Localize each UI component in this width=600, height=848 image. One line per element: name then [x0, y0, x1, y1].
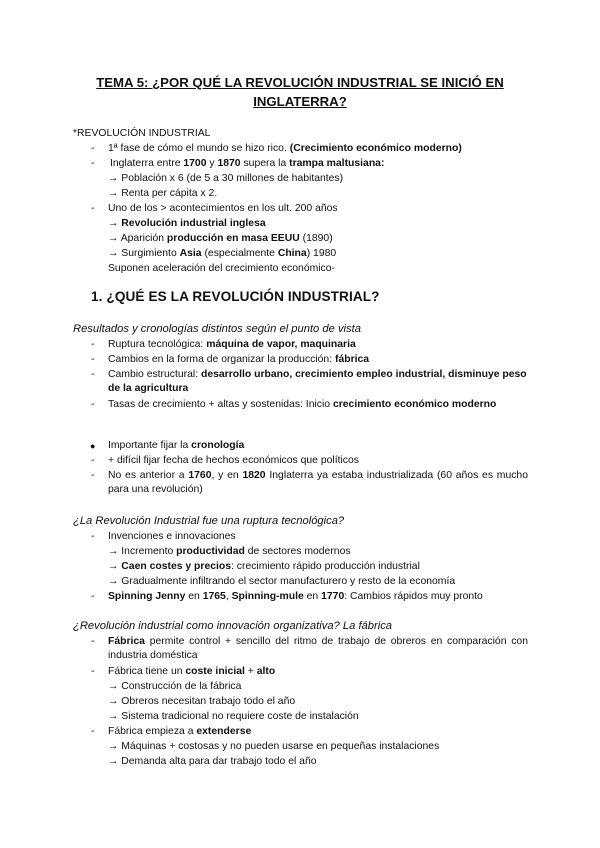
- intro-bullet-1: 1ª fase de cómo el mundo se hizo rico. (Crecimiento económico moderno): [108, 143, 462, 154]
- section-1-heading: 1. ¿QUÉ ES LA REVOLUCIÓN INDUSTRIAL?: [91, 289, 380, 304]
- s3-bullet-3: Fábrica empieza a extenderse: [108, 726, 252, 737]
- s2-sub-1: → Incremento productividad de sectores modernos: [108, 546, 351, 557]
- title-line-1: TEMA 5: ¿POR QUÉ LA REVOLUCIÓN INDUSTRIAL SE INICIÓ EN: [96, 75, 504, 90]
- s3-sub-3: → Sistema tradicional no requiere coste de instalación: [108, 711, 359, 722]
- dash-marker: -: [91, 354, 95, 365]
- dash-marker: -: [91, 591, 95, 602]
- intro-heading: *REVOLUCIÓN INDUSTRIAL: [73, 128, 211, 139]
- intro-sub-5: → Surgimiento Asia (especialmente China) 1980: [108, 248, 337, 259]
- intro-sub-3: → Revolución industrial inglesa: [108, 218, 266, 229]
- dash-marker: -: [91, 369, 95, 380]
- intro-sub-6: Suponen aceleración del crecimiento económico-: [108, 263, 335, 274]
- section-2-subheading: ¿La Revolución Industrial fue una ruptura tecnológica?: [73, 515, 345, 527]
- dash-marker: -: [91, 203, 95, 214]
- s1-point-3: No es anterior a 1760, y en 1820 Inglaterra ya estaba industrializada (60 años es mucho para una revolución): [108, 470, 528, 495]
- dash-marker: -: [91, 531, 95, 542]
- s3-bullet-1: Fábrica permite control + sencillo del ritmo de trabajo de obreros en comparación con industria doméstica: [108, 636, 528, 661]
- dash-marker: -: [91, 455, 95, 466]
- s2-bullet-1: Invenciones e innovaciones: [108, 531, 236, 542]
- s2-sub-3: → Gradualmente infiltrando el sector manufacturero y resto de la economía: [108, 576, 456, 587]
- dash-marker: -: [91, 636, 95, 647]
- s1-bullet-2: Cambios en la forma de organizar la producción: fábrica: [108, 354, 370, 365]
- s1-bullet-3: Cambio estructural: desarrollo urbano, crecimiento empleo industrial, disminuye peso de la agricultura: [108, 369, 527, 394]
- s3-sub-4: → Máquinas + costosas y no pueden usarse en pequeñas instalaciones: [108, 741, 440, 752]
- dash-marker: -: [91, 666, 95, 677]
- intro-bullet-3: Uno de los > acontecimientos en los ult. 200 años: [108, 203, 338, 214]
- intro-sub-2: → Renta per cápita x 2.: [108, 188, 218, 199]
- page-title: [60, 73, 540, 111]
- intro-bullet-2: Inglaterra entre 1700 y 1870 supera la trampa maltusiana:: [110, 158, 385, 169]
- s1-point-1: Importante fijar la cronología: [108, 440, 245, 451]
- s1-point-2: + difícil fijar fecha de hechos económicos que políticos: [108, 455, 359, 466]
- dash-marker: -: [91, 399, 95, 410]
- intro-sub-4: → Aparición producción en masa EEUU (1890): [108, 233, 333, 244]
- s2-bullet-2: Spinning Jenny en 1765, Spinning-mule en 1770: Cambios rápidos muy pronto: [108, 591, 483, 602]
- s2-sub-2: → Caen costes y precios: crecimiento rápido producción industrial: [108, 561, 420, 572]
- dash-marker: -: [91, 339, 95, 350]
- s3-sub-1: → Construcción de la fábrica: [108, 681, 242, 692]
- dash-marker: -: [91, 143, 95, 154]
- s3-sub-2: → Obreros necesitan trabajo todo el año: [108, 696, 296, 707]
- dash-marker: -: [91, 726, 95, 737]
- dash-marker: -: [91, 470, 95, 481]
- s1-bullet-1: Ruptura tecnológica: máquina de vapor, maquinaria: [108, 339, 356, 350]
- section-1-subheading: Resultados y cronologías distintos según el punto de vista: [73, 323, 361, 335]
- s3-bullet-2: Fábrica tiene un coste inicial + alto: [108, 666, 276, 677]
- bullet-dot-icon: ●: [90, 441, 96, 451]
- s3-sub-5: → Demanda alta para dar trabajo todo el año: [108, 756, 317, 767]
- title-line-2: INGLATERRA?: [253, 94, 347, 109]
- intro-sub-1: → Población x 6 (de 5 a 30 millones de habitantes): [108, 173, 344, 184]
- section-3-subheading: ¿Revolución industrial como innovación organizativa? La fábrica: [73, 620, 393, 632]
- dash-marker: -: [91, 158, 95, 169]
- s1-bullet-4: Tasas de crecimiento + altas y sostenidas: Inicio crecimiento económico moderno: [108, 399, 497, 410]
